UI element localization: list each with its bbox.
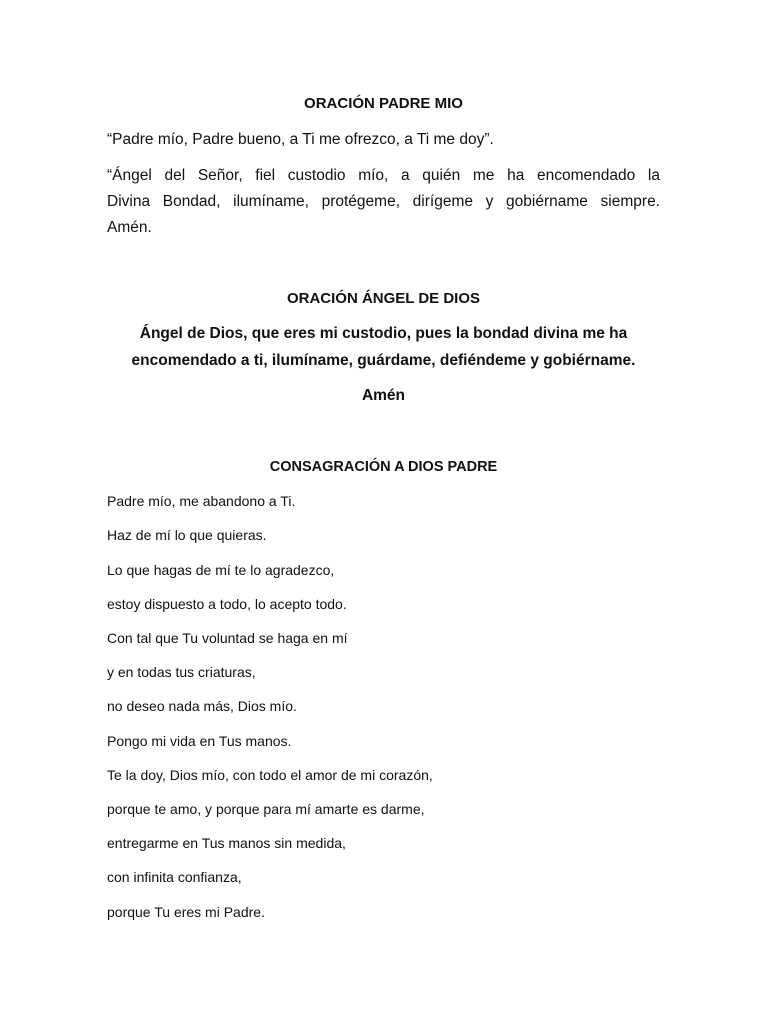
verse-line: entregarme en Tus manos sin medida,: [107, 835, 346, 851]
verse-line: porque Tu eres mi Padre.: [107, 904, 265, 920]
verse-line: Lo que hagas de mí te lo agradezco,: [107, 562, 335, 578]
verse-line: no deseo nada más, Dios mío.: [107, 698, 297, 714]
verse-line: Pongo mi vida en Tus manos.: [107, 733, 292, 749]
prayer-line: “Padre mío, Padre bueno, a Ti me ofrezco, a Ti me doy”.: [107, 131, 494, 148]
verse-line: Con tal que Tu voluntad se haga en mí: [107, 630, 348, 646]
prayer-paragraph-line: Ángel de Dios, que eres mi custodio, pues la bondad divina me ha: [139, 325, 628, 342]
verse-line: Haz de mí lo que quieras.: [107, 527, 267, 543]
verse-line: Te la doy, Dios mío, con todo el amor de mi corazón,: [107, 767, 433, 783]
prayer-paragraph-line: encomendado a ti, ilumíname, guárdame, defiéndeme y gobiérname.: [131, 352, 636, 369]
verse-line: con infinita confianza,: [107, 869, 242, 885]
section-title-consagracion: CONSAGRACIÓN A DIOS PADRE: [269, 459, 498, 475]
verse-line: porque te amo, y porque para mí amarte es darme,: [107, 801, 425, 817]
verse-line: Padre mío, me abandono a Ti.: [107, 493, 296, 509]
prayer-paragraph-line: Divina Bondad, ilumíname, protégeme, dirígeme y gobiérname siempre.: [107, 193, 660, 210]
section-title-oracion-angel-de-dios: ORACIÓN ÁNGEL DE DIOS: [286, 290, 481, 307]
verse-line: estoy dispuesto a todo, lo acepto todo.: [107, 596, 347, 612]
prayer-amen: Amén: [361, 387, 406, 404]
prayer-paragraph-line: “Ángel del Señor, fiel custodio mío, a quién me ha encomendado la: [107, 167, 660, 184]
verse-line: y en todas tus criaturas,: [107, 664, 256, 680]
section-title-oracion-padre-mio: ORACIÓN PADRE MIO: [304, 95, 463, 112]
prayer-paragraph-line: Amén.: [107, 219, 152, 236]
